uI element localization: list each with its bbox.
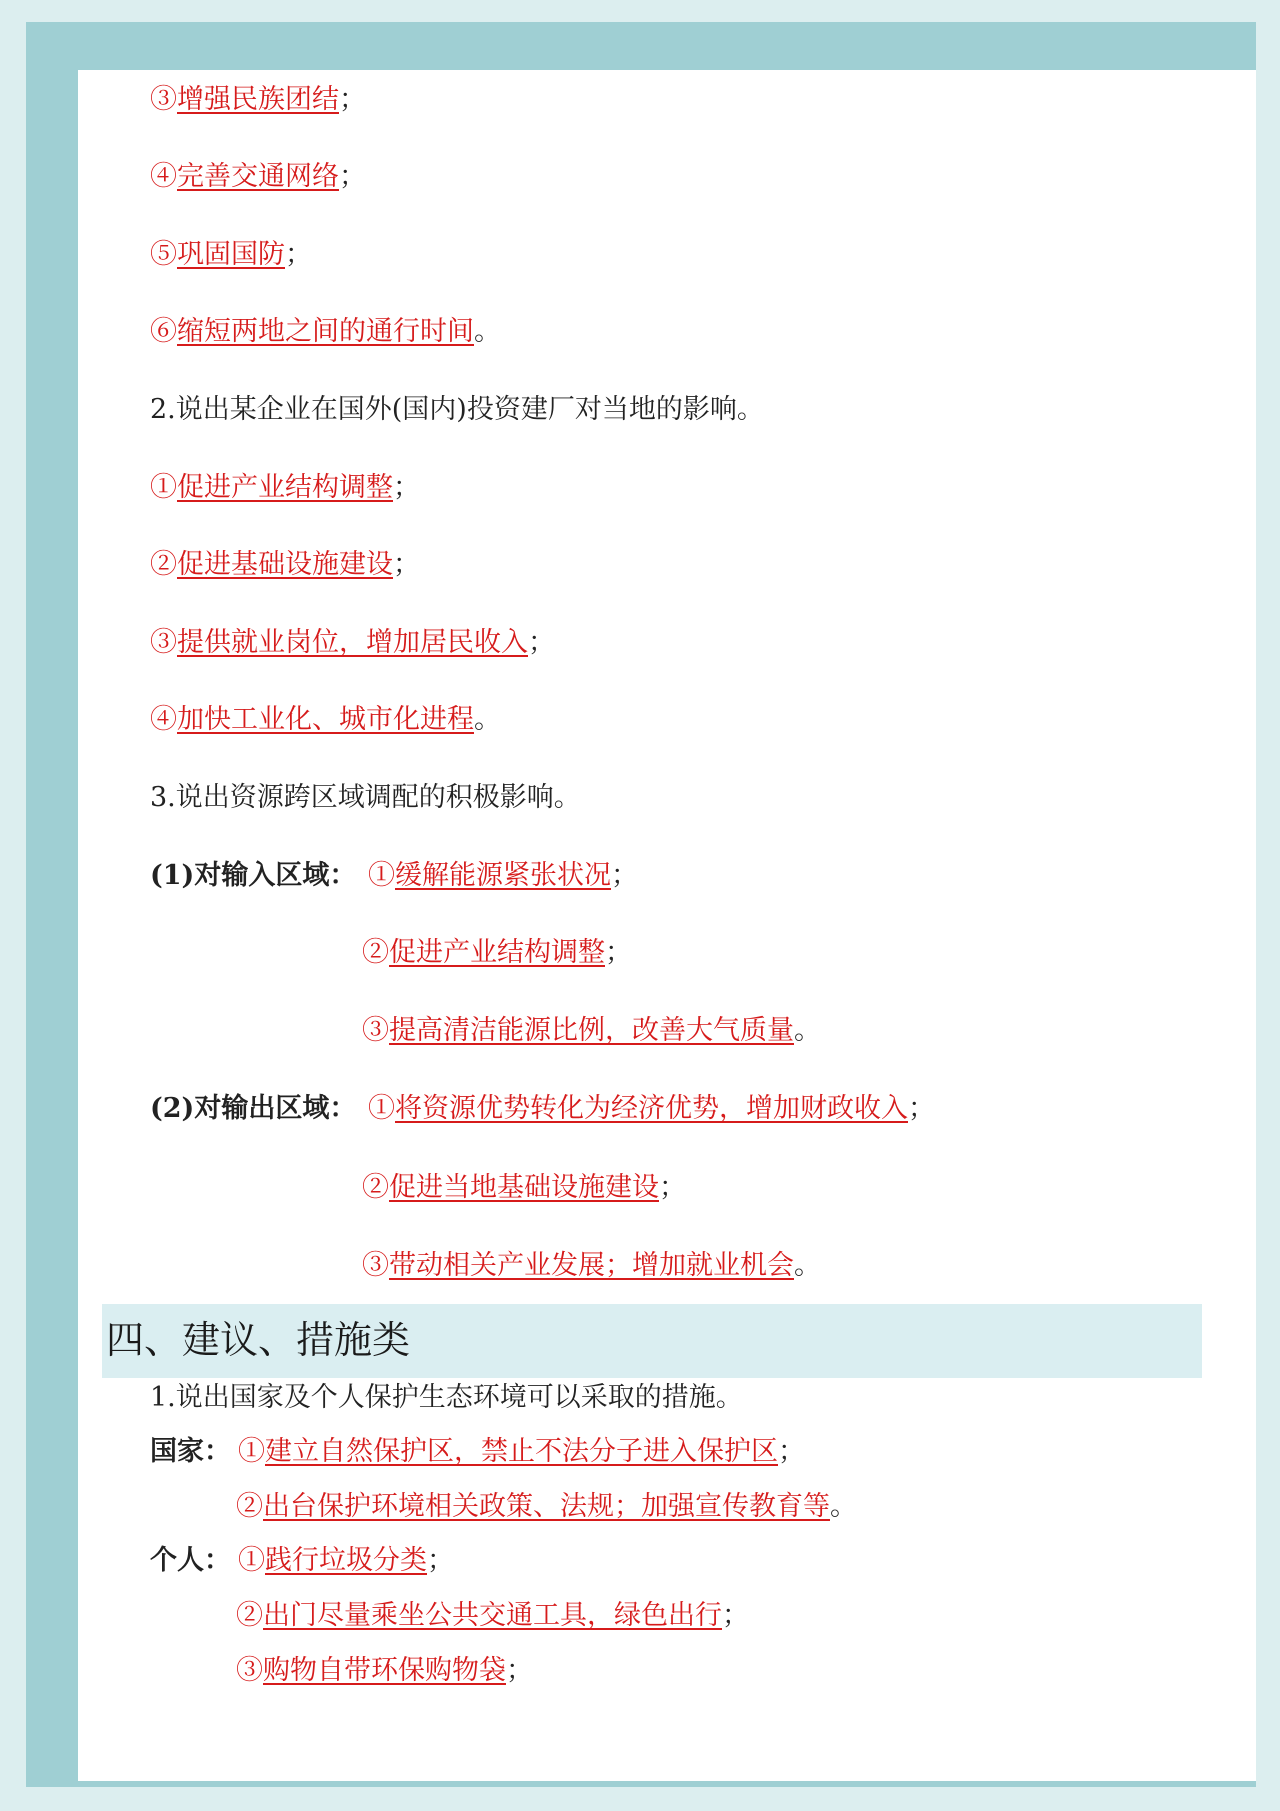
answer-line: ③购物自带环保购物袋； bbox=[236, 1655, 533, 1686]
sub-label-country: 国家： bbox=[150, 1436, 231, 1467]
answer-line: ③提供就业岗位，增加居民收入； bbox=[150, 627, 555, 658]
answer-line: ③带动相关产业发展；增加就业机会。 bbox=[362, 1250, 821, 1281]
answer-line: ①建立自然保护区，禁止不法分子进入保护区； bbox=[238, 1436, 805, 1467]
section-title: 四、建议、措施类 bbox=[106, 1318, 411, 1362]
answer-line: ①将资源优势转化为经济优势，增加财政收入； bbox=[368, 1093, 935, 1124]
sub-label-output: (2)对输出区域： bbox=[150, 1093, 357, 1124]
answer-line: ④完善交通网络； bbox=[150, 161, 366, 192]
answer-line: ②促进当地基础设施建设； bbox=[362, 1172, 686, 1203]
answer-line: ②促进产业结构调整； bbox=[362, 937, 632, 968]
answer-line: ①践行垃圾分类； bbox=[238, 1545, 454, 1576]
sub-label-personal: 个人： bbox=[150, 1545, 231, 1576]
answer-line: ④加快工业化、城市化进程。 bbox=[150, 704, 501, 735]
answer-line: ①促进产业结构调整； bbox=[150, 472, 420, 503]
section-header bbox=[102, 1304, 1202, 1378]
answer-line: ②出门尽量乘坐公共交通工具，绿色出行； bbox=[236, 1600, 749, 1631]
answer-line: ③提高清洁能源比例，改善大气质量。 bbox=[362, 1015, 821, 1046]
answer-line: ②出台保护环境相关政策、法规；加强宣传教育等。 bbox=[236, 1491, 857, 1522]
question-text: 3.说出资源跨区域调配的积极影响。 bbox=[150, 782, 581, 813]
question-text: 2.说出某企业在国外(国内)投资建厂对当地的影响。 bbox=[150, 394, 764, 425]
question-text: 1.说出国家及个人保护生态环境可以采取的措施。 bbox=[150, 1382, 743, 1413]
answer-line: ②促进基础设施建设； bbox=[150, 549, 420, 580]
answer-line: ⑤巩固国防； bbox=[150, 239, 312, 270]
answer-line: ③增强民族团结； bbox=[150, 84, 366, 115]
sub-label-input: (1)对输入区域： bbox=[150, 860, 357, 891]
answer-line: ①缓解能源紧张状况； bbox=[368, 860, 638, 891]
answer-line: ⑥缩短两地之间的通行时间。 bbox=[150, 316, 501, 347]
